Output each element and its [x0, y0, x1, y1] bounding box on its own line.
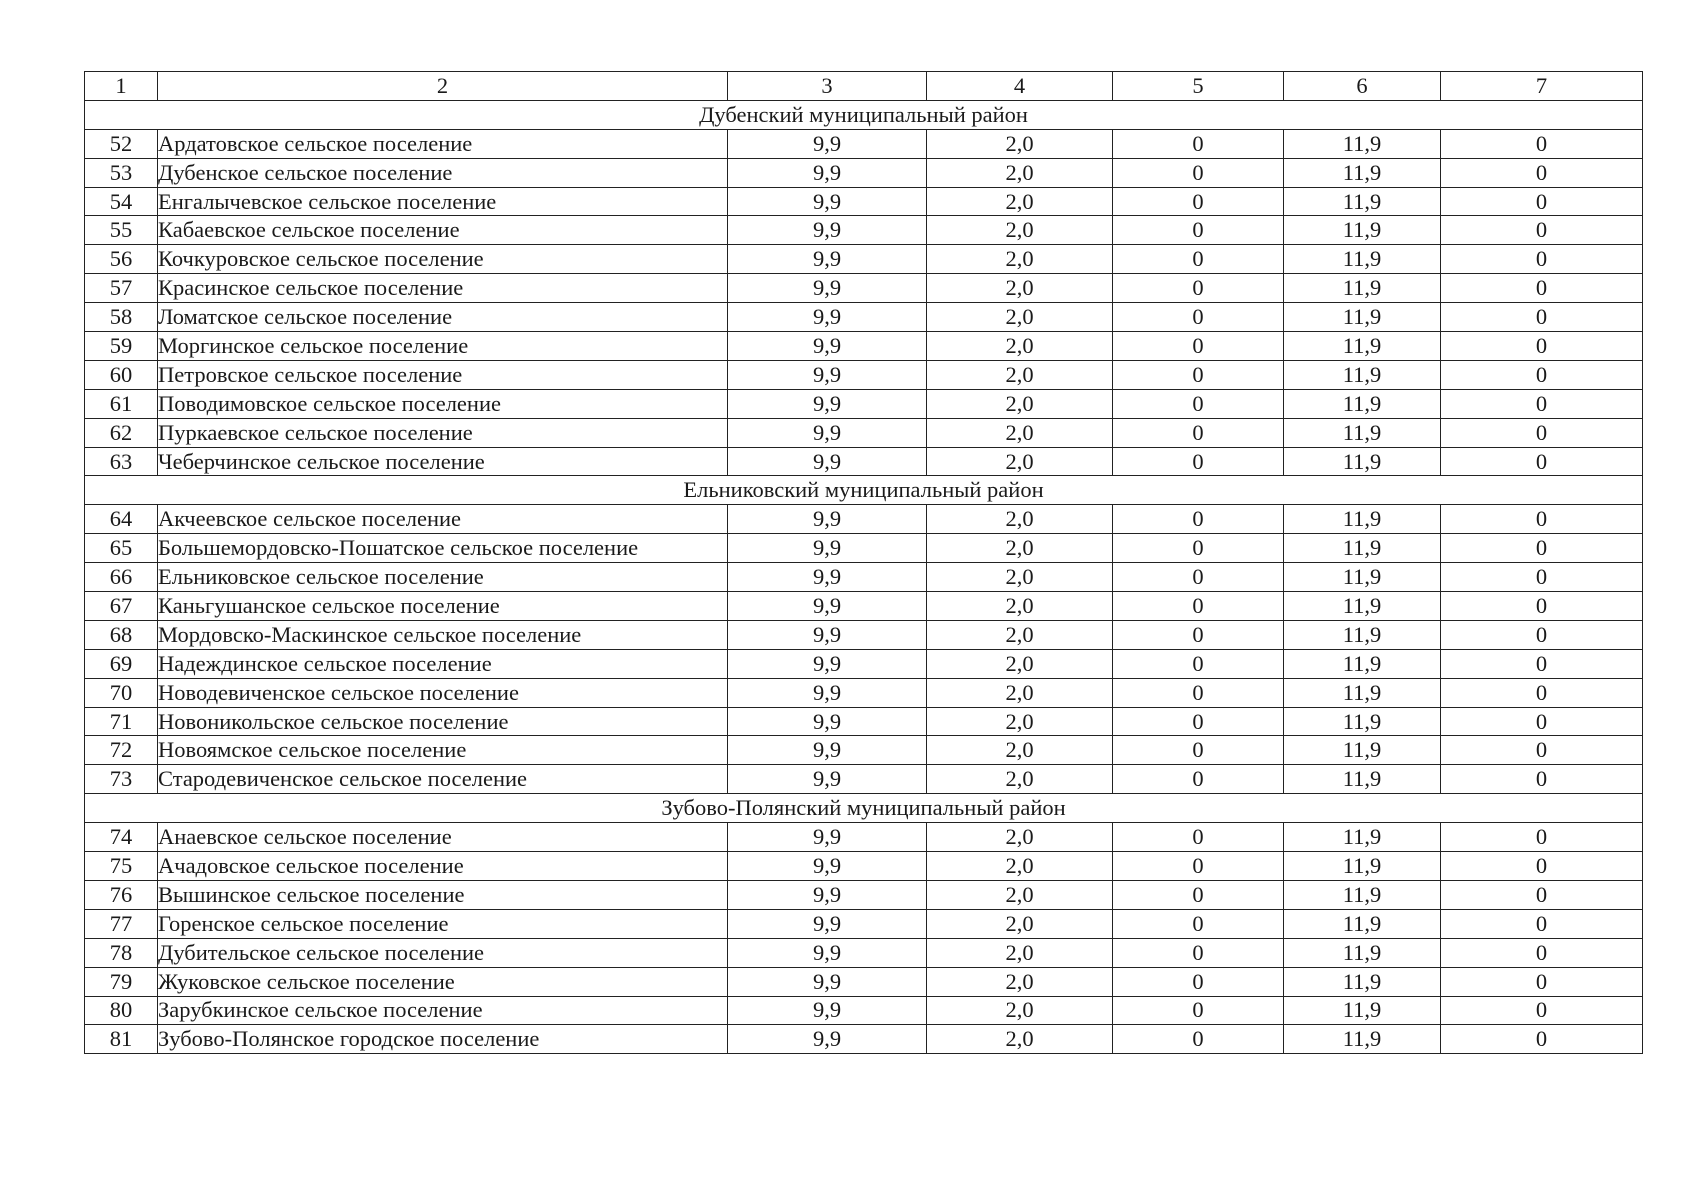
value-col-3: 9,9 — [728, 620, 927, 649]
table-row — [85, 996, 1643, 1025]
value-col-5: 0 — [1113, 967, 1284, 996]
value-col-5: 0 — [1113, 158, 1284, 187]
value-col-6: 11,9 — [1284, 187, 1441, 216]
value-col-6: 11,9 — [1284, 620, 1441, 649]
value-col-4: 2,0 — [927, 389, 1113, 418]
row-number: 81 — [85, 1025, 158, 1054]
value-col-5: 0 — [1113, 389, 1284, 418]
header-cell: 6 — [1284, 72, 1441, 101]
settlement-name: Жуковское сельское поселение — [158, 967, 728, 996]
table-row — [85, 678, 1643, 707]
section-row — [85, 476, 1643, 505]
table-row — [85, 938, 1643, 967]
value-col-3: 9,9 — [728, 592, 927, 621]
table-row — [85, 303, 1643, 332]
value-col-7: 0 — [1441, 274, 1643, 303]
value-col-3: 9,9 — [728, 823, 927, 852]
value-col-3: 9,9 — [728, 332, 927, 361]
table-row — [85, 447, 1643, 476]
value-col-5: 0 — [1113, 187, 1284, 216]
section-title: Зубово-Полянский муниципальный район — [85, 794, 1643, 823]
table-row — [85, 418, 1643, 447]
table-row — [85, 1025, 1643, 1054]
value-col-3: 9,9 — [728, 418, 927, 447]
settlement-name: Петровское сельское поселение — [158, 360, 728, 389]
value-col-7: 0 — [1441, 938, 1643, 967]
value-col-7: 0 — [1441, 216, 1643, 245]
row-number: 75 — [85, 852, 158, 881]
row-number: 66 — [85, 563, 158, 592]
value-col-5: 0 — [1113, 129, 1284, 158]
row-number: 78 — [85, 938, 158, 967]
value-col-7: 0 — [1441, 880, 1643, 909]
value-col-6: 11,9 — [1284, 592, 1441, 621]
value-col-7: 0 — [1441, 303, 1643, 332]
value-col-6: 11,9 — [1284, 447, 1441, 476]
settlement-name: Акчеевское сельское поселение — [158, 505, 728, 534]
row-number: 63 — [85, 447, 158, 476]
value-col-6: 11,9 — [1284, 852, 1441, 881]
value-col-3: 9,9 — [728, 909, 927, 938]
value-col-3: 9,9 — [728, 649, 927, 678]
value-col-6: 11,9 — [1284, 765, 1441, 794]
value-col-4: 2,0 — [927, 360, 1113, 389]
row-number: 59 — [85, 332, 158, 361]
row-number: 52 — [85, 129, 158, 158]
value-col-7: 0 — [1441, 592, 1643, 621]
value-col-3: 9,9 — [728, 505, 927, 534]
settlement-name: Каньгушанское сельское поселение — [158, 592, 728, 621]
value-col-7: 0 — [1441, 447, 1643, 476]
section-title: Дубенский муниципальный район — [85, 100, 1643, 129]
value-col-4: 2,0 — [927, 852, 1113, 881]
table-row — [85, 592, 1643, 621]
value-col-6: 11,9 — [1284, 332, 1441, 361]
settlement-name: Моргинское сельское поселение — [158, 332, 728, 361]
settlement-name: Стародевиченское сельское поселение — [158, 765, 728, 794]
value-col-6: 11,9 — [1284, 274, 1441, 303]
value-col-6: 11,9 — [1284, 534, 1441, 563]
settlement-name: Кабаевское сельское поселение — [158, 216, 728, 245]
value-col-4: 2,0 — [927, 736, 1113, 765]
value-col-5: 0 — [1113, 678, 1284, 707]
value-col-3: 9,9 — [728, 707, 927, 736]
value-col-4: 2,0 — [927, 592, 1113, 621]
document-page — [84, 71, 1642, 1054]
settlement-name: Кочкуровское сельское поселение — [158, 245, 728, 274]
table-row — [85, 129, 1643, 158]
settlement-name: Надеждинское сельское поселение — [158, 649, 728, 678]
value-col-3: 9,9 — [728, 534, 927, 563]
settlement-name: Красинское сельское поселение — [158, 274, 728, 303]
value-col-3: 9,9 — [728, 360, 927, 389]
value-col-5: 0 — [1113, 534, 1284, 563]
row-number: 57 — [85, 274, 158, 303]
value-col-4: 2,0 — [927, 620, 1113, 649]
row-number: 73 — [85, 765, 158, 794]
value-col-5: 0 — [1113, 592, 1284, 621]
value-col-5: 0 — [1113, 245, 1284, 274]
value-col-4: 2,0 — [927, 1025, 1113, 1054]
value-col-7: 0 — [1441, 823, 1643, 852]
value-col-5: 0 — [1113, 996, 1284, 1025]
value-col-5: 0 — [1113, 880, 1284, 909]
data-table — [84, 71, 1643, 1054]
settlement-name: Ельниковское сельское поселение — [158, 563, 728, 592]
header-cell: 2 — [158, 72, 728, 101]
value-col-5: 0 — [1113, 620, 1284, 649]
value-col-7: 0 — [1441, 765, 1643, 794]
value-col-5: 0 — [1113, 505, 1284, 534]
value-col-3: 9,9 — [728, 187, 927, 216]
row-number: 53 — [85, 158, 158, 187]
value-col-4: 2,0 — [927, 447, 1113, 476]
value-col-6: 11,9 — [1284, 823, 1441, 852]
row-number: 60 — [85, 360, 158, 389]
row-number: 72 — [85, 736, 158, 765]
settlement-name: Новоникольское сельское поселение — [158, 707, 728, 736]
value-col-6: 11,9 — [1284, 649, 1441, 678]
value-col-7: 0 — [1441, 649, 1643, 678]
header-cell: 5 — [1113, 72, 1284, 101]
value-col-7: 0 — [1441, 187, 1643, 216]
header-cell: 3 — [728, 72, 927, 101]
value-col-3: 9,9 — [728, 880, 927, 909]
settlement-name: Поводимовское сельское поселение — [158, 389, 728, 418]
table-row — [85, 707, 1643, 736]
table-row — [85, 620, 1643, 649]
value-col-7: 0 — [1441, 129, 1643, 158]
value-col-4: 2,0 — [927, 678, 1113, 707]
value-col-5: 0 — [1113, 736, 1284, 765]
value-col-4: 2,0 — [927, 418, 1113, 447]
header-cell: 7 — [1441, 72, 1643, 101]
value-col-6: 11,9 — [1284, 736, 1441, 765]
value-col-6: 11,9 — [1284, 909, 1441, 938]
table-row — [85, 158, 1643, 187]
row-number: 69 — [85, 649, 158, 678]
table-row — [85, 823, 1643, 852]
section-title: Ельниковский муниципальный район — [85, 476, 1643, 505]
table-row — [85, 534, 1643, 563]
value-col-4: 2,0 — [927, 505, 1113, 534]
value-col-3: 9,9 — [728, 129, 927, 158]
settlement-name: Вышинское сельское поселение — [158, 880, 728, 909]
value-col-6: 11,9 — [1284, 1025, 1441, 1054]
value-col-6: 11,9 — [1284, 563, 1441, 592]
row-number: 74 — [85, 823, 158, 852]
value-col-7: 0 — [1441, 563, 1643, 592]
value-col-4: 2,0 — [927, 563, 1113, 592]
value-col-5: 0 — [1113, 303, 1284, 332]
row-number: 68 — [85, 620, 158, 649]
header-cell: 4 — [927, 72, 1113, 101]
value-col-7: 0 — [1441, 678, 1643, 707]
settlement-name: Ломатское сельское поселение — [158, 303, 728, 332]
value-col-6: 11,9 — [1284, 505, 1441, 534]
value-col-4: 2,0 — [927, 938, 1113, 967]
value-col-7: 0 — [1441, 852, 1643, 881]
value-col-5: 0 — [1113, 765, 1284, 794]
table-row — [85, 187, 1643, 216]
row-number: 55 — [85, 216, 158, 245]
value-col-6: 11,9 — [1284, 418, 1441, 447]
table-row — [85, 274, 1643, 303]
row-number: 70 — [85, 678, 158, 707]
settlement-name: Ачадовское сельское поселение — [158, 852, 728, 881]
value-col-3: 9,9 — [728, 158, 927, 187]
value-col-7: 0 — [1441, 707, 1643, 736]
table-row — [85, 649, 1643, 678]
table-row — [85, 736, 1643, 765]
header-row — [85, 72, 1643, 101]
row-number: 65 — [85, 534, 158, 563]
settlement-name: Енгалычевское сельское поселение — [158, 187, 728, 216]
settlement-name: Большемордовско-Пошатское сельское поселение — [158, 534, 728, 563]
value-col-4: 2,0 — [927, 158, 1113, 187]
table-row — [85, 967, 1643, 996]
table-row — [85, 852, 1643, 881]
settlement-name: Ардатовское сельское поселение — [158, 129, 728, 158]
table-row — [85, 765, 1643, 794]
value-col-5: 0 — [1113, 649, 1284, 678]
table-row — [85, 332, 1643, 361]
settlement-name: Анаевское сельское поселение — [158, 823, 728, 852]
value-col-6: 11,9 — [1284, 245, 1441, 274]
value-col-5: 0 — [1113, 938, 1284, 967]
value-col-4: 2,0 — [927, 534, 1113, 563]
value-col-4: 2,0 — [927, 274, 1113, 303]
value-col-4: 2,0 — [927, 649, 1113, 678]
settlement-name: Мордовско-Маскинское сельское поселение — [158, 620, 728, 649]
value-col-3: 9,9 — [728, 303, 927, 332]
value-col-7: 0 — [1441, 332, 1643, 361]
settlement-name: Новодевиченское сельское поселение — [158, 678, 728, 707]
section-row — [85, 100, 1643, 129]
value-col-5: 0 — [1113, 216, 1284, 245]
value-col-3: 9,9 — [728, 938, 927, 967]
value-col-6: 11,9 — [1284, 996, 1441, 1025]
value-col-4: 2,0 — [927, 765, 1113, 794]
table-row — [85, 389, 1643, 418]
value-col-5: 0 — [1113, 332, 1284, 361]
value-col-5: 0 — [1113, 1025, 1284, 1054]
value-col-4: 2,0 — [927, 880, 1113, 909]
value-col-7: 0 — [1441, 418, 1643, 447]
value-col-3: 9,9 — [728, 852, 927, 881]
value-col-7: 0 — [1441, 620, 1643, 649]
value-col-7: 0 — [1441, 1025, 1643, 1054]
row-number: 61 — [85, 389, 158, 418]
value-col-4: 2,0 — [927, 245, 1113, 274]
table-row — [85, 505, 1643, 534]
value-col-3: 9,9 — [728, 274, 927, 303]
value-col-4: 2,0 — [927, 909, 1113, 938]
row-number: 71 — [85, 707, 158, 736]
value-col-7: 0 — [1441, 505, 1643, 534]
value-col-5: 0 — [1113, 418, 1284, 447]
value-col-3: 9,9 — [728, 447, 927, 476]
row-number: 56 — [85, 245, 158, 274]
header-cell: 1 — [85, 72, 158, 101]
value-col-6: 11,9 — [1284, 360, 1441, 389]
row-number: 76 — [85, 880, 158, 909]
value-col-4: 2,0 — [927, 996, 1113, 1025]
value-col-6: 11,9 — [1284, 678, 1441, 707]
value-col-5: 0 — [1113, 852, 1284, 881]
value-col-3: 9,9 — [728, 563, 927, 592]
value-col-3: 9,9 — [728, 245, 927, 274]
value-col-5: 0 — [1113, 360, 1284, 389]
value-col-5: 0 — [1113, 909, 1284, 938]
table-body — [85, 72, 1643, 1054]
value-col-6: 11,9 — [1284, 707, 1441, 736]
value-col-4: 2,0 — [927, 707, 1113, 736]
value-col-3: 9,9 — [728, 389, 927, 418]
row-number: 80 — [85, 996, 158, 1025]
value-col-7: 0 — [1441, 245, 1643, 274]
value-col-3: 9,9 — [728, 967, 927, 996]
value-col-3: 9,9 — [728, 996, 927, 1025]
value-col-3: 9,9 — [728, 1025, 927, 1054]
value-col-5: 0 — [1113, 274, 1284, 303]
settlement-name: Новоямское сельское поселение — [158, 736, 728, 765]
value-col-4: 2,0 — [927, 303, 1113, 332]
value-col-7: 0 — [1441, 389, 1643, 418]
table-row — [85, 880, 1643, 909]
value-col-6: 11,9 — [1284, 389, 1441, 418]
row-number: 58 — [85, 303, 158, 332]
row-number: 54 — [85, 187, 158, 216]
value-col-3: 9,9 — [728, 678, 927, 707]
table-row — [85, 563, 1643, 592]
settlement-name: Пуркаевское сельское поселение — [158, 418, 728, 447]
section-row — [85, 794, 1643, 823]
row-number: 77 — [85, 909, 158, 938]
row-number: 62 — [85, 418, 158, 447]
row-number: 64 — [85, 505, 158, 534]
table-row — [85, 245, 1643, 274]
settlement-name: Зубово-Полянское городское поселение — [158, 1025, 728, 1054]
table-row — [85, 360, 1643, 389]
value-col-5: 0 — [1113, 823, 1284, 852]
settlement-name: Горенское сельское поселение — [158, 909, 728, 938]
value-col-6: 11,9 — [1284, 216, 1441, 245]
value-col-5: 0 — [1113, 563, 1284, 592]
settlement-name: Чеберчинское сельское поселение — [158, 447, 728, 476]
value-col-6: 11,9 — [1284, 129, 1441, 158]
table-row — [85, 216, 1643, 245]
settlement-name: Дубительское сельское поселение — [158, 938, 728, 967]
value-col-7: 0 — [1441, 736, 1643, 765]
value-col-6: 11,9 — [1284, 303, 1441, 332]
row-number: 67 — [85, 592, 158, 621]
row-number: 79 — [85, 967, 158, 996]
value-col-3: 9,9 — [728, 765, 927, 794]
value-col-6: 11,9 — [1284, 938, 1441, 967]
table-row — [85, 909, 1643, 938]
value-col-5: 0 — [1113, 707, 1284, 736]
value-col-4: 2,0 — [927, 216, 1113, 245]
value-col-6: 11,9 — [1284, 158, 1441, 187]
settlement-name: Дубенское сельское поселение — [158, 158, 728, 187]
value-col-3: 9,9 — [728, 736, 927, 765]
value-col-4: 2,0 — [927, 187, 1113, 216]
value-col-7: 0 — [1441, 909, 1643, 938]
value-col-7: 0 — [1441, 534, 1643, 563]
value-col-5: 0 — [1113, 447, 1284, 476]
value-col-7: 0 — [1441, 360, 1643, 389]
value-col-4: 2,0 — [927, 823, 1113, 852]
value-col-6: 11,9 — [1284, 880, 1441, 909]
value-col-7: 0 — [1441, 967, 1643, 996]
value-col-7: 0 — [1441, 158, 1643, 187]
value-col-7: 0 — [1441, 996, 1643, 1025]
value-col-4: 2,0 — [927, 129, 1113, 158]
value-col-3: 9,9 — [728, 216, 927, 245]
value-col-6: 11,9 — [1284, 967, 1441, 996]
value-col-4: 2,0 — [927, 967, 1113, 996]
settlement-name: Зарубкинское сельское поселение — [158, 996, 728, 1025]
value-col-4: 2,0 — [927, 332, 1113, 361]
